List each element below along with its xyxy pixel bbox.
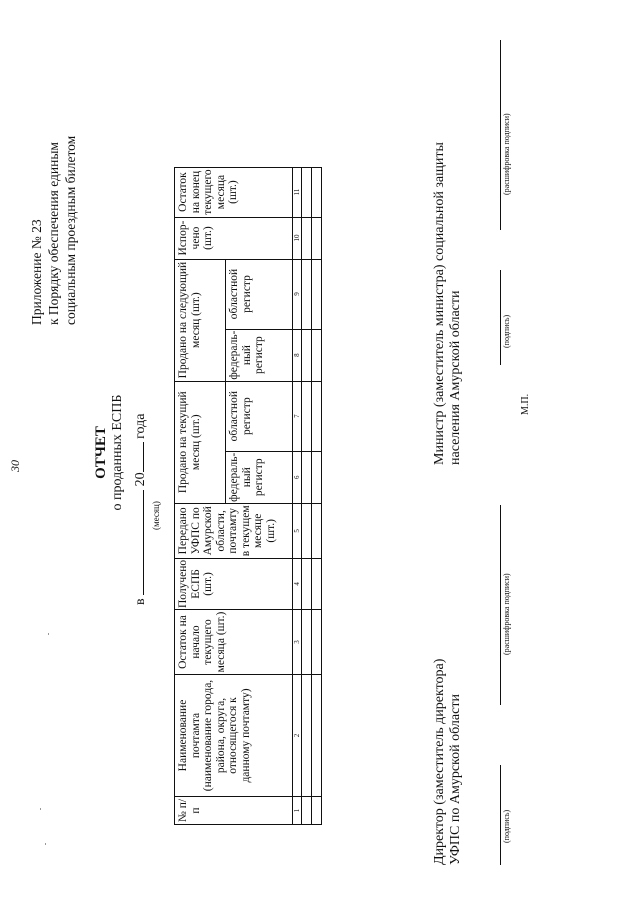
report-title: ОТЧЕТ [93,426,109,479]
period-suffix: года [133,413,148,439]
page-number: 30 [8,460,22,472]
header-sold-next: Продано на следующий месяц (шт.) [175,259,226,381]
column-number-cell: 1 [293,797,302,825]
appendix-line-2: к Порядку обеспечения единым [46,142,61,325]
month-caption: (месяц) [151,501,161,530]
appendix-line-1: Приложение № 23 [29,219,44,325]
column-number-cell: 3 [293,610,302,675]
director-title-line-1: Директор (заместитель директора) [432,658,447,865]
scan-speck [45,843,46,845]
table-row [302,167,312,824]
column-number-cell: 2 [293,675,302,797]
header-sold-current: Продано на текущий месяц (шт.) [175,381,226,503]
header-number: № п/п [175,797,293,825]
director-title [432,659,464,865]
column-number-cell: 7 [293,381,302,451]
minister-signature-caption: (подпись) [502,314,511,348]
header-current-regional: областной регистр [226,381,293,451]
minister-title [432,142,464,465]
year-prefix: 20 [133,472,148,487]
column-number-cell: 11 [293,167,302,217]
scan-speck [40,808,41,810]
report-subtitle: о проданных ЕСПБ [110,394,125,511]
table-row [312,167,322,824]
header-next-federal: федераль-ный регистр [226,329,293,381]
month-blank [129,490,144,595]
director-title-line-2: УФПС по Амурской области [448,694,463,865]
director-signature-line [500,765,501,865]
header-opening-balance: Остаток на начало текущего месяца (шт.) [175,610,293,675]
report-table [174,167,322,825]
column-number-cell: 10 [293,217,302,259]
column-number-row [293,167,302,824]
stamp-placeholder: М.П. [520,393,531,415]
header-transferred: Передано УФПС по Амурской области, почтамту в текущем месяце (шт.) [175,503,293,558]
column-number-cell: 8 [293,329,302,381]
director-signature-caption: (подпись) [502,809,511,843]
minister-transcript-line [500,40,501,230]
header-closing-balance: Остаток на конец текущего месяца (шт.) [175,167,293,217]
director-transcript-line [500,505,501,705]
header-current-federal: федераль-ный регистр [226,451,293,503]
period-prefix: в [133,598,148,605]
minister-signature-line [500,270,501,365]
header-post-office: Наименование почтамта (наименование города, района, округа, относящегося к данному почтамту) [175,675,293,797]
header-spoiled: Испор-чено (шт.) [175,217,293,259]
column-number-cell: 4 [293,558,302,609]
minister-transcript-caption: (расшифровка подписи) [502,113,511,195]
header-next-regional: областной регистр [226,259,293,329]
scan-speck [48,633,49,635]
column-number-cell: 9 [293,259,302,329]
header-received: Получено ЕСПБ (шт.) [175,558,293,609]
report-period [129,414,149,605]
header-row-1 [175,167,226,824]
column-number-cell: 6 [293,451,302,503]
appendix-line-3: социальным проездным билетом [63,135,78,325]
minister-title-line-1: Министр (заместитель министра) социальной защиты [432,142,447,465]
director-transcript-caption: (расшифровка подписи) [502,573,511,655]
year-blank [129,442,144,472]
appendix-note [28,25,79,325]
minister-title-line-2: населения Амурской области [448,290,463,465]
column-number-cell: 5 [293,503,302,558]
